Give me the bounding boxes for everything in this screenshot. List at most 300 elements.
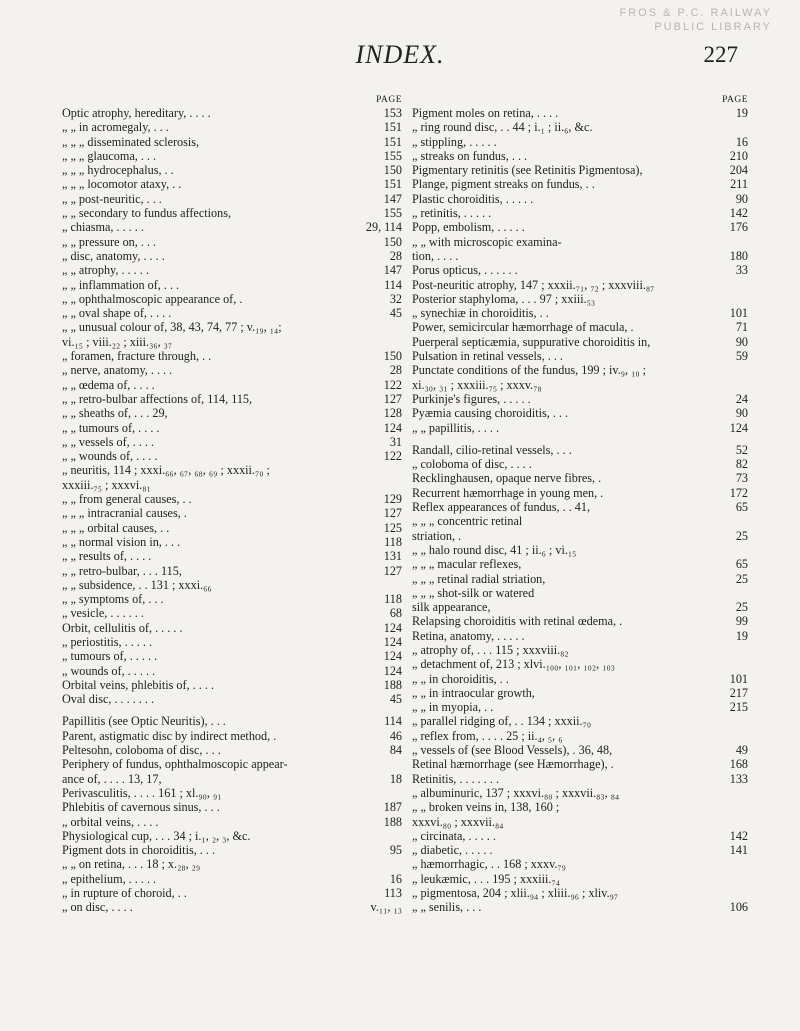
index-entry	[412, 421, 748, 435]
index-entry-page: 16	[735, 134, 748, 149]
index-entry-text: Perivasculitis, . . . . 161 ; xl.₉₀, ₉₁	[62, 785, 222, 800]
page-title: INDEX.	[355, 40, 445, 69]
index-entry-text: „ stippling, . . . . .	[412, 134, 497, 149]
index-entry-page: 127	[383, 563, 402, 578]
index-entry-text: „ „ wounds of, . . . .	[62, 449, 158, 464]
index-entry-text: Power, semicircular hæmorrhage of macula, .	[412, 320, 634, 335]
index-entry-text: ance of, . . . . 13, 17,	[62, 771, 162, 786]
index-entry	[412, 163, 748, 177]
index-entry-text: Posterior staphyloma, . . . 97 ; xxiii.₅₃	[412, 291, 596, 306]
index-entry	[62, 163, 402, 177]
index-entry	[62, 621, 402, 635]
index-entry-text: Pigment moles on retina, . . . .	[412, 106, 559, 120]
index-entry	[62, 177, 402, 191]
index-entry-text: Pigment dots in choroiditis, . . .	[62, 843, 216, 858]
index-entry-page: 151	[383, 177, 402, 192]
index-entry	[412, 643, 748, 657]
index-entry-text: „ epithelium, . . . . .	[62, 871, 157, 886]
index-entry-text: „ „ oval shape of, . . . .	[62, 306, 172, 321]
index-entry-text: Plastic choroiditis, . . . . .	[412, 191, 534, 206]
index-entry-text: „ „ halo round disc, 41 ; ii.₆ ; vi.₁₅	[412, 542, 577, 557]
index-entry-page: 168	[729, 757, 748, 772]
index-entry	[412, 457, 748, 471]
index-entry-page: 16	[389, 871, 402, 886]
index-entry	[412, 249, 748, 263]
index-entry-text: Relapsing choroiditis with retinal œdema, .	[412, 614, 623, 629]
index-entry	[412, 177, 748, 191]
index-entry	[62, 772, 402, 786]
index-entry	[412, 235, 748, 249]
index-entry	[412, 586, 748, 600]
page-number: 227	[703, 42, 738, 67]
index-entry	[412, 443, 748, 457]
library-stamp	[619, 6, 772, 34]
index-entry	[62, 149, 402, 163]
index-entry	[412, 557, 748, 571]
index-entry-text: „ „ in intraocular growth,	[412, 685, 535, 700]
index-entry-text: „ „ on retina, . . . 18 ; x.₂₈, ₂₉	[62, 857, 201, 872]
index-entry-text: „ „ broken veins in, 138, 160 ;	[412, 800, 560, 815]
index-entry-page: 25	[735, 600, 748, 615]
index-entry-text: Reflex appearances of fundus, . . 41,	[412, 500, 591, 515]
index-entry-text: „ „ inflammation of, . . .	[62, 277, 180, 292]
index-entry	[412, 700, 748, 714]
index-entry	[412, 349, 748, 363]
index-entry	[412, 857, 748, 871]
index-entry-text: „ periostitis, . . . . .	[62, 634, 153, 649]
index-entry	[412, 686, 748, 700]
index-entry	[62, 743, 402, 757]
index-entry	[62, 886, 402, 900]
stamp-line: FROS & P.C. RAILWAY	[619, 7, 772, 19]
index-entry-text: Orbit, cellulitis of, . . . . .	[62, 620, 183, 635]
index-entry-text: „ „ results of, . . . .	[62, 549, 152, 564]
index-entry-text: Post-neuritic atrophy, 147 ; xxxii.₇₁, ₇₂ ; xxxviii.₈₇	[412, 277, 655, 292]
index-entry-text: „ „ „ hydrocephalus, . .	[62, 163, 174, 178]
index-entry-text: „ „ in myopia, . .	[412, 700, 494, 715]
index-entry-page: 106	[729, 900, 748, 915]
index-entry-page: 210	[729, 148, 748, 163]
index-entry-text: „ „ secondary to fundus affections,	[62, 206, 231, 221]
index-entry-text: silk appearance,	[412, 600, 491, 615]
index-entry	[62, 592, 402, 606]
index-entry	[62, 263, 402, 277]
index-entry-text: xxxiii.₇₅ ; xxxvi.₈₁	[62, 477, 151, 492]
index-entry-page: 151	[383, 120, 402, 135]
index-entry	[412, 363, 748, 377]
index-entry-page: 28	[389, 248, 402, 263]
index-entry-text: „ nerve, anatomy, . . . .	[62, 363, 173, 378]
index-entry-text: Purkinje's figures, . . . . .	[412, 391, 531, 406]
index-entry-text: „ wounds of, . . . . .	[62, 663, 156, 678]
index-entry-page: 90	[735, 191, 748, 206]
index-entry-page: 114	[384, 277, 402, 292]
index-entry	[412, 106, 748, 120]
index-entry	[62, 478, 402, 492]
index-entry	[62, 335, 402, 349]
index-entry-page: 65	[735, 557, 748, 572]
index-entry-text: „ „ from general causes, . .	[62, 492, 192, 507]
index-entry-text: Punctate conditions of the fundus, 199 ; iv.₉, ₁₀ ;	[412, 363, 647, 378]
index-entry	[412, 392, 748, 406]
index-entry	[62, 392, 402, 406]
index-entry-page: 28	[389, 363, 402, 378]
index-entry	[412, 514, 748, 528]
index-entry	[62, 549, 402, 563]
index-entry-page: 151	[383, 134, 402, 149]
index-entry-text: Retinitis, . . . . . . .	[412, 771, 500, 786]
index-entry-text: „ „ „ locomotor ataxy, . .	[62, 177, 182, 192]
index-entry	[412, 406, 748, 420]
index-entry	[62, 320, 402, 334]
index-entry	[412, 220, 748, 234]
index-entry	[62, 872, 402, 886]
index-entry-page: 211	[730, 177, 748, 192]
index-entry	[62, 506, 402, 520]
index-entry	[62, 106, 402, 120]
index-entry-text: „ „ vessels of, . . . .	[62, 434, 155, 449]
index-entry-text: Randall, cilio-retinal vessels, . . .	[412, 442, 572, 457]
index-entry	[62, 900, 402, 914]
index-entry-text: Physiological cup, . . . 34 ; i.₁, ₂, ₃, &c.	[62, 828, 251, 843]
index-entry-page: 124	[383, 420, 402, 435]
index-entry	[412, 500, 748, 514]
index-entry	[412, 572, 748, 586]
index-entry	[412, 292, 748, 306]
index-entry-page: 129	[383, 492, 402, 507]
index-entry	[412, 800, 748, 814]
index-entry-text: Pigmentary retinitis (see Retinitis Pigmentosa),	[412, 163, 643, 178]
index-entry-text: Puerperal septicæmia, suppurative choroiditis in,	[412, 334, 651, 349]
index-entry	[412, 543, 748, 557]
index-entry	[412, 886, 748, 900]
index-entry-page: 176	[729, 220, 748, 235]
index-entry	[412, 815, 748, 829]
index-entry-text: xi.₃₀, ₃₁ ; xxxiii.₇₅ ; xxxv.₇₈	[412, 377, 542, 392]
index-entry	[62, 249, 402, 263]
index-entry	[62, 714, 402, 728]
section-gap	[62, 706, 402, 714]
index-entry-page: 33	[735, 263, 748, 278]
index-entry-text: „ „ „ intracranial causes, .	[62, 506, 187, 521]
index-entry-text: „ „ normal vision in, . . .	[62, 534, 181, 549]
index-entry-text: „ atrophy of, . . . 115 ; xxxviii.₈₂	[412, 642, 569, 657]
index-entry-text: „ „ in acromegaly, . . .	[62, 120, 169, 135]
index-entry-page: 45	[389, 306, 402, 321]
index-entry-text: „ leukæmic, . . . 195 ; xxxiii.₇₄	[412, 871, 560, 886]
index-entry-text: „ detachment of, 213 ; xlvi.₁₀₀, ₁₀₁, ₁₀₂, ₁₀₃	[412, 657, 615, 672]
index-entry-page: 215	[729, 700, 748, 715]
index-entry-text: striation, .	[412, 528, 462, 543]
index-entry	[412, 657, 748, 671]
page-header	[0, 40, 800, 70]
index-entry-page: 122	[383, 449, 402, 464]
index-entry-text: „ „ retro-bulbar, . . . 115,	[62, 563, 182, 578]
index-entry-page: 118	[384, 534, 402, 549]
index-column-left	[62, 93, 402, 915]
index-entry-page: v.₁₁, ₁₃	[370, 900, 402, 915]
index-entry-page: 95	[389, 843, 402, 858]
index-entry-text: „ vessels of (see Blood Vessels), . 36, 48,	[412, 743, 613, 758]
index-entry-page: 142	[729, 206, 748, 221]
index-entry	[412, 306, 748, 320]
index-entry	[62, 829, 402, 843]
index-entry-page: 150	[383, 234, 402, 249]
index-entry	[62, 449, 402, 463]
index-entry-text: Retinal hæmorrhage (see Hæmorrhage), .	[412, 757, 614, 772]
index-entry	[412, 278, 748, 292]
index-entry-text: „ disc, anatomy, . . . .	[62, 248, 165, 263]
index-entry	[412, 192, 748, 206]
index-entry	[412, 729, 748, 743]
index-entry-text: Papillitis (see Optic Neuritis), . . .	[62, 714, 226, 729]
index-entry	[62, 578, 402, 592]
index-entry-text: xxxvi.₈₀ ; xxxvii.₈₄	[412, 814, 504, 829]
index-entry	[62, 235, 402, 249]
index-entry	[62, 857, 402, 871]
index-entry	[412, 135, 748, 149]
index-entry-text: „ diabetic, . . . . .	[412, 843, 493, 858]
index-entry-page: 172	[729, 485, 748, 500]
index-entry-text: „ „ with microscopic examina-	[412, 234, 562, 249]
index-entry-page: 127	[383, 506, 402, 521]
index-entry-page: 73	[735, 471, 748, 486]
index-entry	[62, 292, 402, 306]
index-entry	[62, 220, 402, 234]
index-entry	[62, 421, 402, 435]
index-entry	[412, 529, 748, 543]
index-entry	[62, 120, 402, 134]
index-entry	[62, 406, 402, 420]
index-entry-text: „ on disc, . . . .	[62, 900, 133, 915]
index-entry-text: „ circinata, . . . . .	[412, 828, 496, 843]
index-entry	[62, 521, 402, 535]
index-entry	[412, 672, 748, 686]
index-entry-text: „ „ senilis, . . .	[412, 900, 482, 915]
index-entry-text: Periphery of fundus, ophthalmoscopic appear-	[62, 757, 288, 772]
index-entry-page: 90	[735, 406, 748, 421]
index-entry-page: 131	[383, 549, 402, 564]
index-entry	[62, 349, 402, 363]
index-entry-page: 155	[383, 148, 402, 163]
index-entry	[412, 614, 748, 628]
index-entry-text: „ „ „ retinal radial striation,	[412, 571, 546, 586]
index-entry	[62, 564, 402, 578]
index-entry-text: „ chiasma, . . . . .	[62, 220, 144, 235]
index-entry-text: Plange, pigment streaks on fundus, . .	[412, 177, 595, 192]
index-entry-text: „ „ „ disseminated sclerosis,	[62, 134, 200, 149]
index-entry-page: 155	[383, 206, 402, 221]
index-entry-page: 46	[389, 728, 402, 743]
index-entry	[62, 535, 402, 549]
index-entry-page: 128	[383, 406, 402, 421]
index-entry-text: Recklinghausen, opaque nerve fibres, .	[412, 471, 602, 486]
index-entry	[62, 729, 402, 743]
index-entry	[62, 378, 402, 392]
index-entry-text: vi.₁₅ ; viii.₂₂ ; xiii.₃₆, ₃₇	[62, 334, 173, 349]
index-entry	[412, 206, 748, 220]
index-entry-text: „ reflex from, . . . . 25 ; ii.₄, ₅, ₆	[412, 728, 563, 743]
index-entry-page: 45	[389, 692, 402, 707]
page-column-label: PAGE	[376, 95, 402, 105]
index-entry-page: 147	[383, 191, 402, 206]
index-entry-page: 49	[735, 743, 748, 758]
index-entry-text: „ vesicle, . . . . . .	[62, 606, 144, 621]
index-entry-page: 141	[729, 843, 748, 858]
index-entry-page: 68	[389, 606, 402, 621]
index-entry-text: „ „ in choroiditis, . .	[412, 671, 509, 686]
index-entry	[412, 149, 748, 163]
index-entry-text: „ tumours of, . . . . .	[62, 649, 158, 664]
index-entry-page: 101	[729, 671, 748, 686]
index-entry-page: 217	[729, 685, 748, 700]
index-entry-text: Parent, astigmatic disc by indirect method, .	[62, 728, 277, 743]
index-entry	[62, 135, 402, 149]
index-entry-page: 24	[735, 391, 748, 406]
index-entry-text: Pulsation in retinal vessels, . . .	[412, 349, 563, 364]
index-entry-text: „ coloboma of disc, . . . .	[412, 457, 532, 472]
index-entry-page: 150	[383, 349, 402, 364]
index-entry	[62, 678, 402, 692]
index-entry	[412, 120, 748, 134]
index-entry-page: 84	[389, 743, 402, 758]
index-entry-page: 150	[383, 163, 402, 178]
index-entry-text: „ foramen, fracture through, . .	[62, 349, 212, 364]
index-entry-text: tion, . . . .	[412, 248, 459, 263]
index-entry-page: 99	[735, 614, 748, 629]
index-entry-text: „ „ sheaths of, . . . 29,	[62, 406, 168, 421]
index-entry-page: 124	[729, 420, 748, 435]
index-entry	[412, 263, 748, 277]
index-entry-text: Pyæmia causing choroiditis, . . .	[412, 406, 569, 421]
index-entry	[62, 206, 402, 220]
index-entry-page: 19	[735, 628, 748, 643]
index-entry-page: 31	[389, 434, 402, 449]
index-entry-text: „ „ „ shot-silk or watered	[412, 585, 535, 600]
index-entry-text: Optic atrophy, hereditary, . . . .	[62, 106, 211, 120]
index-entry-page: 32	[389, 291, 402, 306]
index-entry	[412, 714, 748, 728]
index-entry	[62, 435, 402, 449]
index-entry-text: „ „ atrophy, . . . . .	[62, 263, 149, 278]
index-entry	[412, 629, 748, 643]
index-entry-text: „ parallel ridging of, . . 134 ; xxxii.₇₀	[412, 714, 592, 729]
index-entry-text: Peltesohn, coloboma of disc, . . .	[62, 743, 221, 758]
page-column-label: PAGE	[722, 95, 748, 105]
index-entry-page: 142	[729, 828, 748, 843]
index-entry	[62, 278, 402, 292]
index-entry-page: 25	[735, 571, 748, 586]
index-entry-page: 113	[384, 886, 402, 901]
index-entry-text: „ orbital veins, . . . .	[62, 814, 159, 829]
index-entry-page: 101	[729, 306, 748, 321]
index-entry-text: „ albuminuric, 137 ; xxxvi.₈₀ ; xxxvii.₈₃, ₈₄	[412, 785, 620, 800]
index-entry-text: „ „ tumours of, . . . .	[62, 420, 160, 435]
index-entry-text: Retina, anatomy, . . . . .	[412, 628, 525, 643]
index-entry-text: „ „ œdema of, . . . .	[62, 377, 155, 392]
index-entry-text: „ „ ophthalmoscopic appearance of, .	[62, 291, 243, 306]
index-entry-text: „ „ „ concentric retinal	[412, 514, 523, 529]
index-entry-page: 124	[383, 649, 402, 664]
index-entry	[62, 463, 402, 477]
index-entry-page: 187	[383, 800, 402, 815]
index-entry	[62, 606, 402, 620]
index-entry-page: 59	[735, 349, 748, 364]
index-entry	[412, 757, 748, 771]
index-entry-page: 124	[383, 620, 402, 635]
index-entry	[62, 786, 402, 800]
index-entry-text: „ hæmorrhagic, . . 168 ; xxxv.₇₉	[412, 857, 566, 872]
index-entry-text: „ „ unusual colour of, 38, 43, 74, 77 ; v.₁₉, ₁₄;	[62, 320, 282, 335]
index-entry	[62, 692, 402, 706]
index-entry	[62, 843, 402, 857]
index-entry	[412, 772, 748, 786]
index-entry-text: „ „ „ orbital causes, . .	[62, 520, 170, 535]
index-entry	[62, 492, 402, 506]
index-column-right	[412, 93, 748, 915]
index-entry-page: 71	[735, 320, 748, 335]
index-entry-text: „ „ „ glaucoma, . . .	[62, 148, 157, 163]
index-entry-page: 204	[729, 163, 748, 178]
index-entry-text: „ „ pressure on, . . .	[62, 234, 157, 249]
index-entry-text: „ „ papillitis, . . . .	[412, 420, 499, 435]
index-entry-page: 180	[729, 248, 748, 263]
index-entry-page: 127	[383, 391, 402, 406]
stamp-line: PUBLIC LIBRARY	[654, 21, 772, 33]
index-entry-text: „ „ retro-bulbar affections of, 114, 115,	[62, 391, 253, 406]
index-entry-page: 65	[735, 500, 748, 515]
section-gap	[412, 435, 748, 443]
index-entry	[62, 664, 402, 678]
index-entry-text: „ neuritis, 114 ; xxxi.₆₆, ₆₇, ₆₈, ₆₉ ; xxxii.₇₀ ;	[62, 463, 270, 478]
index-entry-text: „ in rupture of choroid, . .	[62, 886, 187, 901]
index-entry	[62, 800, 402, 814]
index-entry	[62, 306, 402, 320]
index-entry-page: 122	[383, 377, 402, 392]
index-entry	[412, 843, 748, 857]
index-entry	[412, 743, 748, 757]
index-entry-page: 19	[735, 106, 748, 120]
index-entry	[62, 192, 402, 206]
index-entry	[412, 872, 748, 886]
index-entry	[62, 815, 402, 829]
index-entry-text: „ „ symptoms of, . . .	[62, 592, 164, 607]
index-entry	[412, 900, 748, 914]
index-entry-text: „ „ „ macular reflexes,	[412, 557, 522, 572]
index-entry-text: Phlebitis of cavernous sinus, . . .	[62, 800, 220, 815]
index-entry-page: 52	[735, 442, 748, 457]
index-entry	[62, 757, 402, 771]
index-entry	[412, 335, 748, 349]
index-entry-text: „ synechiæ in choroiditis, . .	[412, 306, 549, 321]
index-entry-text: „ „ subsidence, . . 131 ; xxxi.₆₆	[62, 577, 212, 592]
index-entry	[62, 649, 402, 663]
index-entry-page: 18	[389, 771, 402, 786]
index-entry-page: 82	[735, 457, 748, 472]
index-entry-text: Orbital veins, phlebitis of, . . . .	[62, 677, 214, 692]
index-entry	[412, 786, 748, 800]
index-entry-page: 118	[384, 592, 402, 607]
index-entry-page: 147	[383, 263, 402, 278]
index-entry-text: Oval disc, . . . . . . .	[62, 692, 155, 707]
index-entry-text: „ „ post-neuritic, . . .	[62, 191, 162, 206]
index-entry	[412, 471, 748, 485]
index-entry-page: 133	[729, 771, 748, 786]
index-entry-text: „ pigmentosa, 204 ; xlii.₉₄ ; xliii.₉₆ ; xliv.₉₇	[412, 886, 619, 901]
index-entry	[412, 320, 748, 334]
index-entry	[412, 486, 748, 500]
index-entry-text: Recurrent hæmorrhage in young men, .	[412, 485, 604, 500]
